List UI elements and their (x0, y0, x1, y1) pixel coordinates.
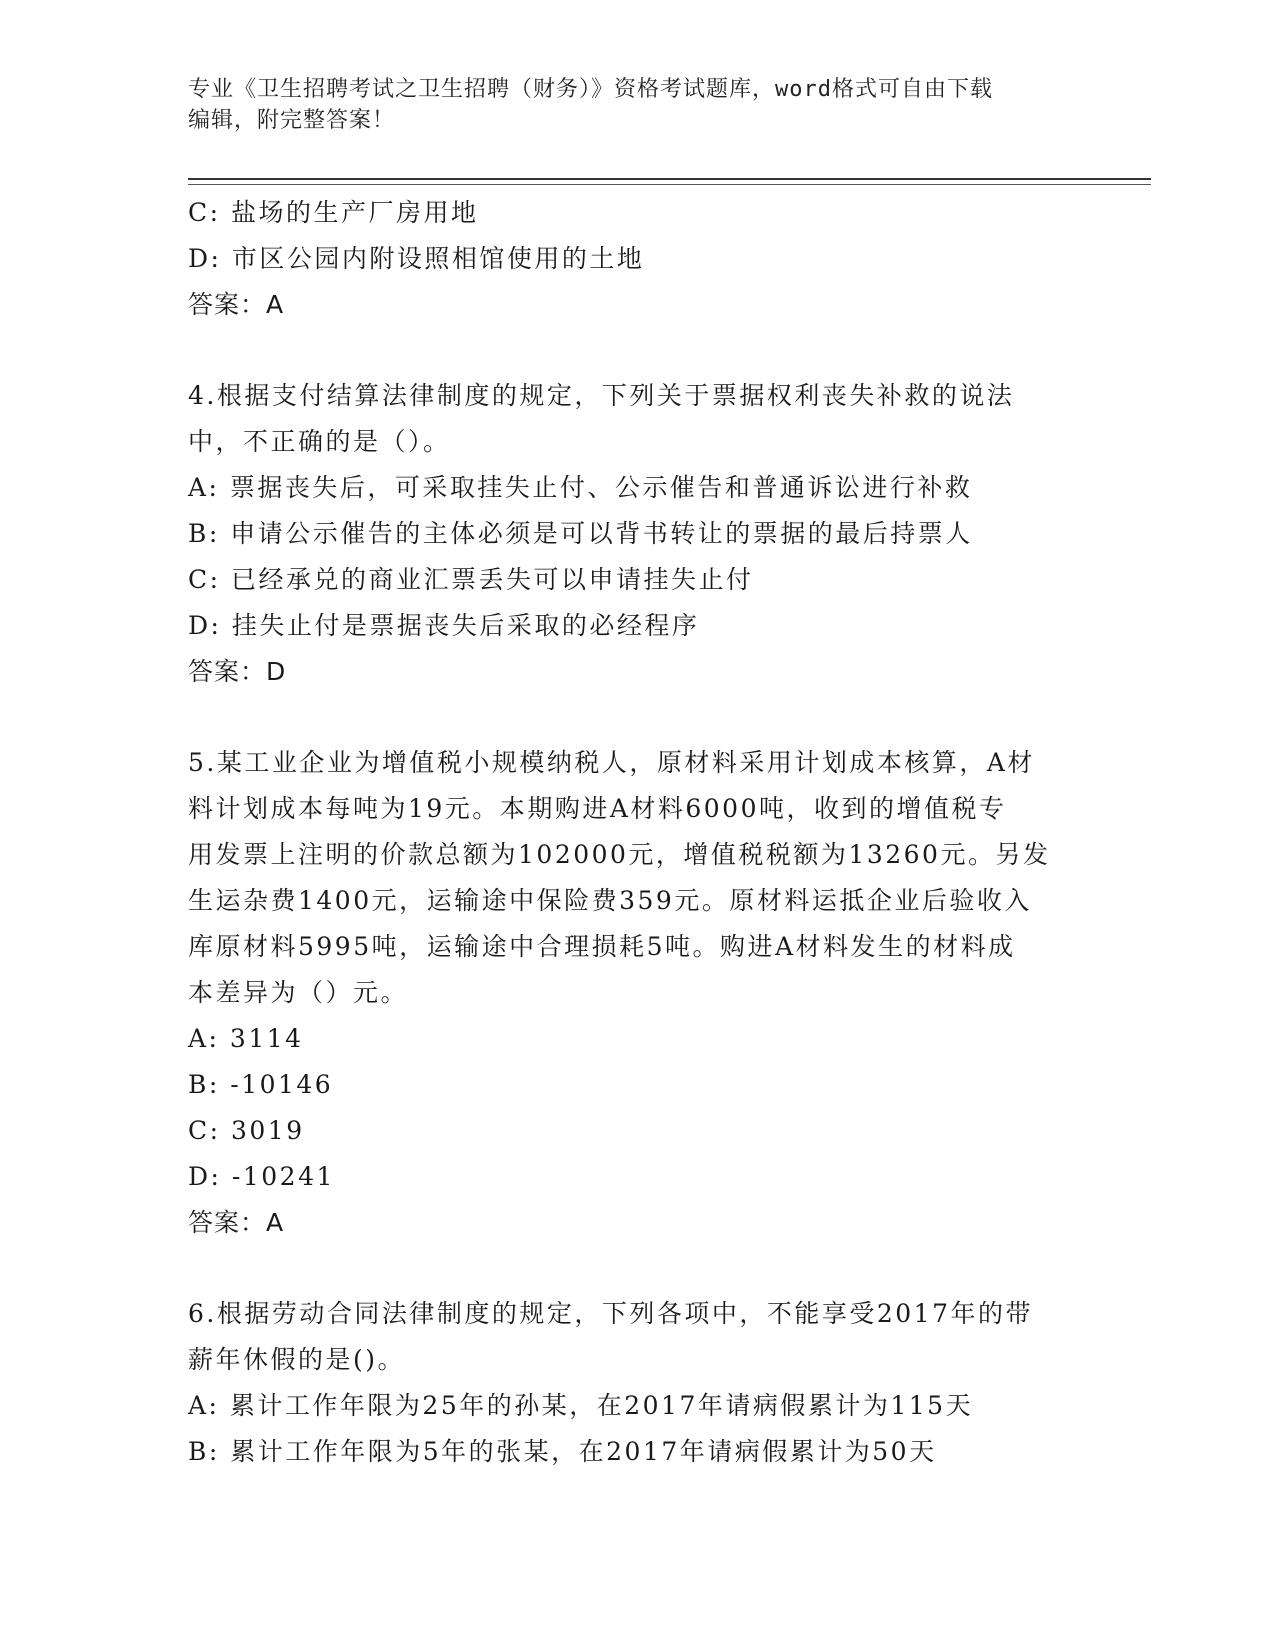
question-stem: 本差异为（）元。 (188, 978, 409, 1007)
question-stem: 薪年休假的是()。 (188, 1345, 406, 1374)
option-c: C: 3019 (188, 1116, 305, 1145)
question-stem: 6.根据劳动合同法律制度的规定，下列各项中，不能享受2017年的带 (188, 1299, 1033, 1328)
answer-label: 答案：A (188, 1208, 285, 1237)
question-spacer (188, 328, 1088, 373)
question-5 (188, 740, 1088, 1246)
question-stem: 料计划成本每吨为19元。本期购进A材料6000吨，收到的增值税专 (188, 794, 1007, 823)
option-b: B: 累计工作年限为5年的张某，在2017年请病假累计为50天 (188, 1437, 937, 1466)
option-c: C: 已经承兑的商业汇票丢失可以申请挂失止付 (188, 565, 754, 594)
document-header (188, 74, 1088, 136)
option-b: B: 申请公示催告的主体必须是可以背书转让的票据的最后持票人 (188, 519, 973, 548)
header-divider-thin (188, 184, 1151, 185)
question-3-tail (188, 190, 1088, 328)
question-stem: 4.根据支付结算法律制度的规定，下列关于票据权利丧失补救的说法 (188, 381, 1015, 410)
question-stem: 5.某工业企业为增值税小规模纳税人，原材料采用计划成本核算，A材 (188, 748, 1035, 777)
question-spacer (188, 1246, 1088, 1291)
question-list (188, 190, 1088, 1475)
header-divider-thick (188, 178, 1151, 180)
option-d: D: 市区公园内附设照相馆使用的土地 (188, 244, 645, 273)
option-d: D: 挂失止付是票据丧失后采取的必经程序 (188, 611, 700, 640)
option-d: D: -10241 (188, 1162, 335, 1191)
header-line-1: 专业《卫生招聘考试之卫生招聘（财务）》资格考试题库，word格式可自由下载 (188, 77, 993, 102)
answer-label: 答案：D (188, 657, 287, 686)
answer-label: 答案：A (188, 290, 285, 319)
question-stem: 用发票上注明的价款总额为102000元，增值税税额为13260元。另发 (188, 840, 1051, 869)
question-stem: 中，不正确的是（）。 (188, 427, 451, 456)
option-a: A: 票据丧失后，可采取挂失止付、公示催告和普通诉讼进行补救 (188, 473, 973, 502)
question-6 (188, 1291, 1088, 1475)
header-line-2: 编辑，附完整答案！ (188, 108, 396, 133)
question-stem: 库原材料5995吨，运输途中合理损耗5吨。购进A材料发生的材料成 (188, 932, 1016, 961)
question-4 (188, 373, 1088, 695)
question-spacer (188, 695, 1088, 740)
option-b: B: -10146 (188, 1070, 334, 1099)
option-c: C: 盐场的生产厂房用地 (188, 198, 479, 227)
question-stem: 生运杂费1400元，运输途中保险费359元。原材料运抵企业后验收入 (188, 886, 1032, 915)
option-a: A: 3114 (188, 1024, 304, 1053)
option-a: A: 累计工作年限为25年的孙某，在2017年请病假累计为115天 (188, 1391, 974, 1420)
